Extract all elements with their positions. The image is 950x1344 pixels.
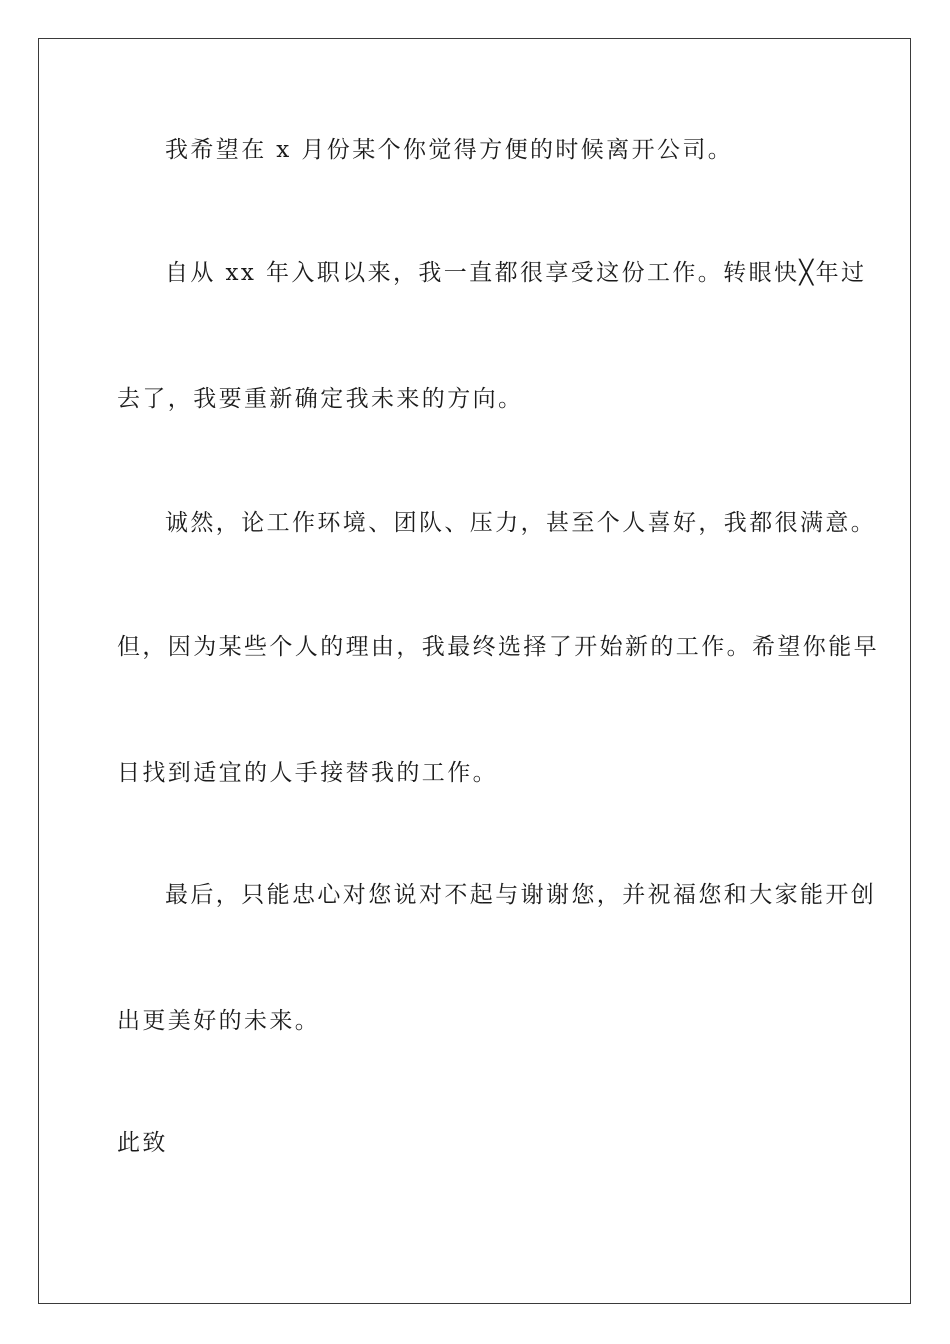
paragraph-3-line-3: 日找到适宜的人手接替我的工作。 — [117, 760, 498, 786]
paragraph-3-line-2: 但，因为某些个人的理由，我最终选择了开始新的工作。希望你能早 — [117, 634, 879, 660]
paragraph-2-line-1: 自从 xx 年入职以来，我一直都很享受这份工作。转眼快╳年过 — [165, 260, 867, 286]
paragraph-3-line-1: 诚然，论工作环境、团队、压力，甚至个人喜好，我都很满意。 — [165, 510, 877, 536]
paragraph-4-line-1: 最后，只能忠心对您说对不起与谢谢您，并祝福您和大家能开创 — [165, 882, 877, 908]
page-border — [38, 38, 911, 1304]
closing-salutation: 此致 — [117, 1130, 168, 1156]
paragraph-2-line-2: 去了，我要重新确定我未来的方向。 — [117, 386, 524, 412]
paragraph-1-line-1: 我希望在 x 月份某个你觉得方便的时候离开公司。 — [165, 137, 734, 163]
paragraph-4-line-2: 出更美好的未来。 — [117, 1008, 321, 1034]
